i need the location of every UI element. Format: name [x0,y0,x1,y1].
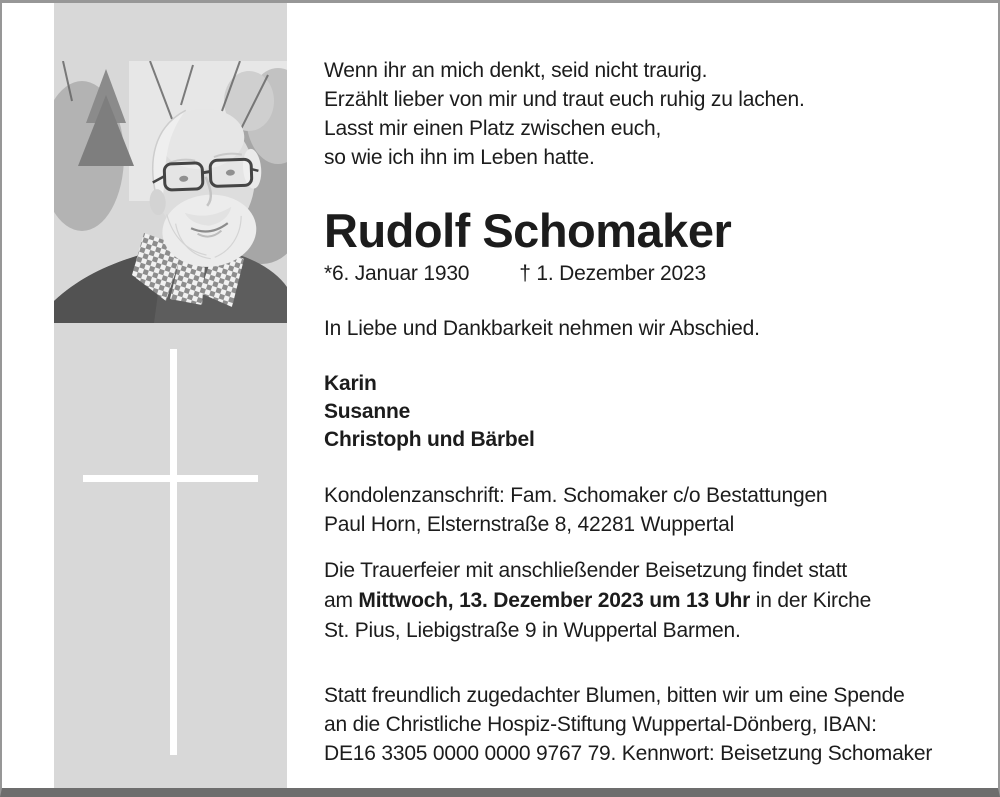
epitaph-line: Wenn ihr an mich denkt, seid nicht traurig. [324,59,708,82]
condolence-address [324,481,827,539]
mourners-list [324,370,535,454]
funeral-line-post: in der Kirche [750,589,872,612]
donation-line: Statt freundlich zugedachter Blumen, bitten wir um eine Spende [324,684,905,707]
death-date: † 1. Dezember 2023 [519,262,706,285]
epitaph-line: Lasst mir einen Platz zwischen euch, [324,117,662,140]
donation-info [324,681,932,768]
mourner: Karin [324,372,377,395]
epitaph-line: Erzählt lieber von mir und traut euch ruhig zu lachen. [324,88,805,111]
condolence-line: Paul Horn, Elsternstraße 8, 42281 Wuppertal [324,513,735,536]
cross-horizontal-bar [83,475,258,482]
funeral-line: Die Trauerfeier mit anschließender Beisetzung findet statt [324,559,847,582]
funeral-datetime: Mittwoch, 13. Dezember 2023 um 13 Uhr [358,589,751,612]
funeral-line: St. Pius, Liebigstraße 9 in Wuppertal Barmen. [324,619,741,642]
donation-line: DE16 3305 0000 0000 9767 79. Kennwort: Beisetzung Schomaker [324,742,933,765]
epitaph-line: so wie ich ihn im Leben hatte. [324,146,595,169]
deceased-name: Rudolf Schomaker [324,204,732,257]
donation-line: an die Christliche Hospiz-Stiftung Wuppertal-Dönberg, IBAN: [324,713,877,736]
mourner: Susanne [324,400,411,423]
funeral-line [324,586,871,616]
portrait-photo [54,61,287,323]
funeral-info [324,556,871,646]
funeral-line-pre: am [324,589,359,612]
mourner: Christoph und Bärbel [324,428,535,451]
condolence-line: Kondolenzanschrift: Fam. Schomaker c/o Bestattungen [324,484,828,507]
birth-date: *6. Januar 1930 [324,262,470,285]
farewell-line: In Liebe und Dankbarkeit nehmen wir Abschied. [324,317,760,340]
epitaph [324,56,805,172]
life-dates [324,259,706,288]
cross-vertical-bar [170,349,177,755]
